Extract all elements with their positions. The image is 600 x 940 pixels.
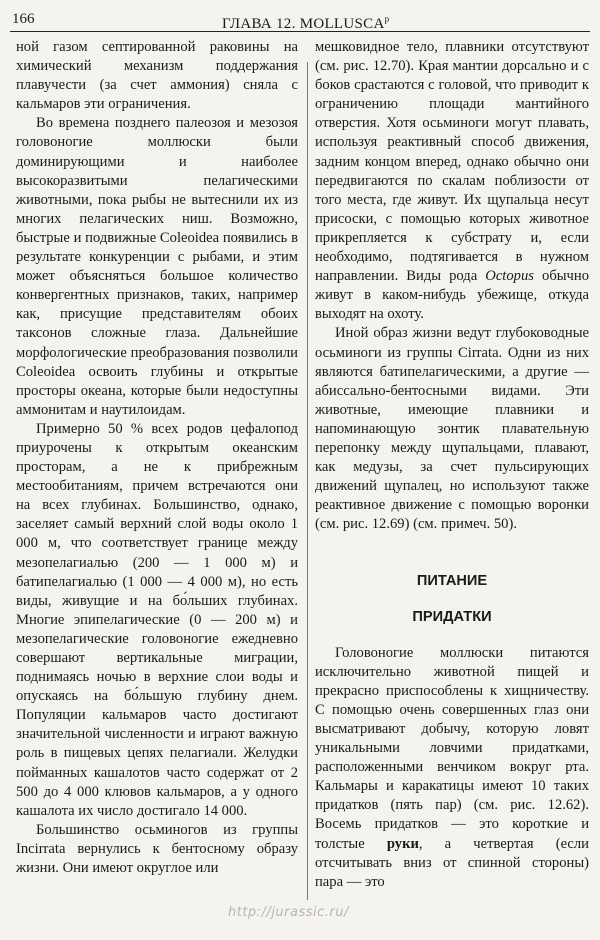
paragraph-continued: ной газом септированной раковины на химический механизм поддержания плавучести (за счет аммония) сняла с кальмаров эти ограничения. — [16, 39, 298, 113]
paragraph-octopus — [315, 38, 589, 324]
paragraph-feeding-text: Головоногие моллюски питаются исключительно животной пищей и прекрасно приспособлены к хищничеству. С помощью очень совершенных глаз они высматривают добычу, которую ловят уникальными ловчими придатками, расположенными венчиком вокруг рта. Кальмары и каракатицы имеют 10 таких придатков (пять пар) (см. рис. 12.62). Восемь придатков — это короткие и толстые — [315, 644, 589, 852]
paragraph-cirrata: Иной образ жизни ведут глубоководные осьминоги из группы Cirrata. Одни из них являются батипелагическими, а другие — абиссально-бентосными видами. Эти животные, имеющие плавники и напоминающую зонтик плавательную перепонку между щупальцами, плавают, как медузы, за счет пульсирующих движений щупалец, но используют также реактивное движение с помощью воронки (см. рис. 12.69) (см. примеч. 50). — [315, 325, 589, 533]
chapter-title-text: ГЛАВА 12. MOLLUSCA — [222, 16, 385, 32]
header-rule — [10, 31, 590, 32]
paragraph-paleozoic: Во времена позднего палеозоя и мезозоя головоногие моллюски были доминирующими и наиболее высокоразвитыми пелагическими животными, пока рыбы не вытеснили их из многих пелагических ниш. Возможно, быстрые и подвижные Coleoidea появились в результате конкуренции с рыбами, и этим может объясняться большое количество конвергентных признаков, таких, например как, присущие представителям обоих таксонов сложные глаза. Дальнейшие морфологические преобразования позволили Coleoidea освоить глубины и открытые просторы океана, которые были недоступны аммонитам и наутилоидам. — [16, 115, 298, 418]
paragraph-depths: Примерно 50 % всех родов цефалопод приурочены к открытым океанским просторам, а не к прибрежным местообитаниям, причем встречаются они на всех глубинах. Большинство, однако, заселяет самый верхний слой воды около 1 000 м, что соответствует границе между мезопелагиалью (200 — 1 000 м) и батипелагиалью (1 000 — 4 000 м), но есть виды, живущие и на бо́льших глубинах. Многие эпипелагические (0 — 200 м) и мезопелагические головоногие ежедневно совершают вертикальные миграции, поднимаясь ночью в верхние слои воды и опускаясь на бо́льшую глубину днем. Популяции кальмаров часто достигают значительной численности и играют важную роль в пищевых цепях пелагиали. Желудки пойманных кашалотов часто содержат от 2 500 до 4 000 клювов кальмаров, а у одного кашалота их число достигало 14 000. — [16, 420, 298, 819]
running-header — [10, 8, 590, 30]
right-column — [315, 38, 589, 892]
paragraph-octopus-text: мешковидное тело, плавники отсутствуют (см. рис. 12.70). Края мантии дорсально и с боков срастаются с головой, что приводит к ограничению площади мантийного отверстия. Хотя осьминоги могут плавать, используя реактивный способ движения, задним концом вперед, однако обычно они передвигаются по скалам поблизости от того места, где живут. Их щупальца несут присоски, с помощью которых животное прикрепляется к субстрату и, если необходимо, подтягивается в нужном направлении. Виды рода — [315, 39, 589, 285]
genus-octopus: Octopus — [485, 268, 534, 285]
paragraph-incirrata: Большинство осьминогов из группы Incirrata вернулись к бентосному образу жизни. Они имеют округлое или — [16, 821, 298, 877]
left-column — [16, 38, 298, 878]
term-arms: руки — [386, 835, 419, 852]
column-divider — [307, 62, 308, 900]
section-heading-appendages: ПРИДАТКИ — [412, 608, 492, 625]
paragraph-feeding — [315, 644, 589, 892]
watermark-url: http://jurassic.ru/ — [228, 905, 349, 920]
section-heading-feeding: ПИТАНИЕ — [416, 573, 488, 590]
paragraph-octopus-tail: обычно живут в каком-нибудь убежище, откуда выходят на охоту. — [315, 268, 589, 323]
chapter-title-sup: p — [384, 14, 390, 24]
paragraph-feeding-tail: , а четвертая (если отсчитывать вниз от спинной стороны) пара — это — [315, 835, 589, 890]
page-number: 166 — [12, 11, 35, 27]
